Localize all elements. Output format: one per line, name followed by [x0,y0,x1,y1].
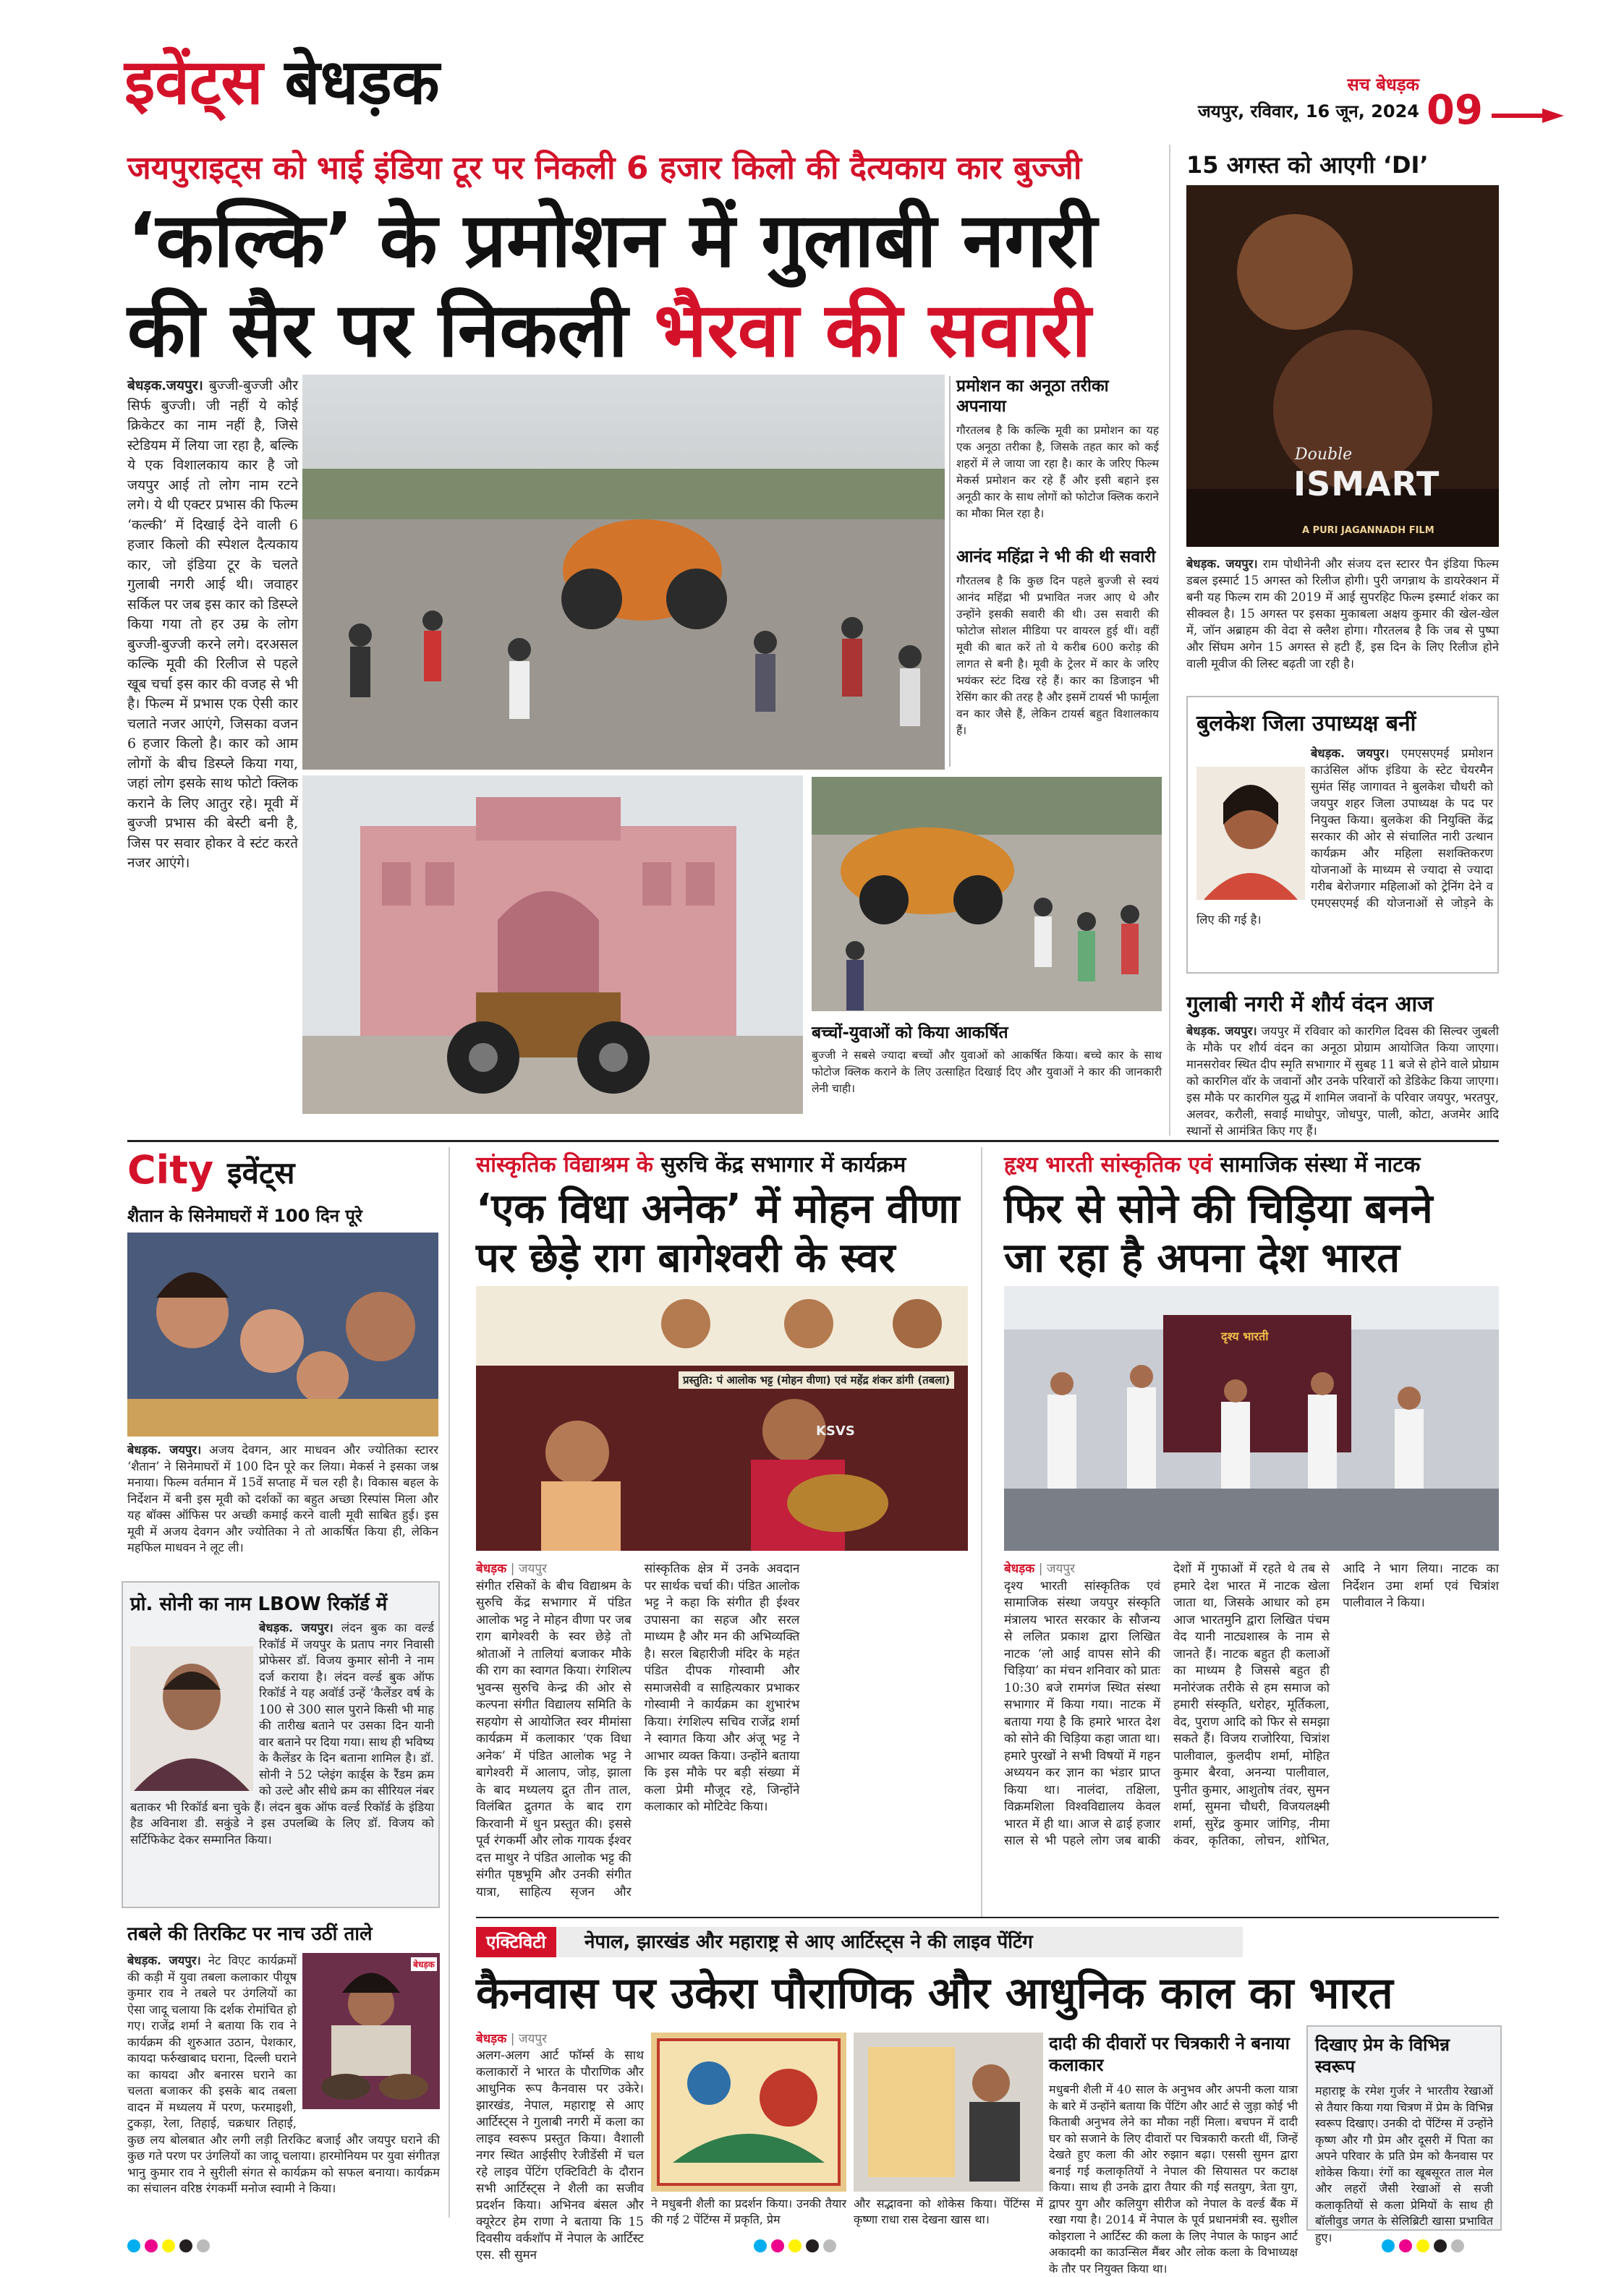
dadi-heading: दादी की दीवारों पर चित्रकारी ने बनाया कलाकार [1049,2033,1290,2075]
activity-badge: एक्टिविटी [476,1927,556,1957]
lead-headline-line2 [127,285,1155,375]
natak-headline [1004,1185,1433,1283]
grey-dot-icon [197,2239,210,2252]
lead-body-text: बुज्जी-बुज्जी और सिर्फ बुज्जी। जी नहीं ये कोई क्रिकेटर का नाम नहीं है, जिसे स्टेडियम में लिया जा रहा है, बल्कि ये एक विशालकाय कार है जो जयपुर आई तो लोग नाम रटने लगे। ये थी एक्टर प्रभास की फिल्म ‘कल्की’ में दिखाई देने वाली 6 हजार किलो की स्पेशल दैत्यकाय कार, जो इंडिया टूर के चलते गुलाबी नगरी आई थी। जवाहर सर्किल पर जब इस कार को डिस्प्ले किया गया तो हर उम्र के लोग बुज्जी-बुज्जी करने लगे। दरअसल कल्कि मूवी की रिलीज से पहले खूब चर्चा इस कार की वजह से भी है। फिल्म में प्रभास एक ऐसी कार चलाते नजर आएंगे, जिसका वजन 6 हजार किलो है। कार को आम लोगों के बीच डिस्प्ले किया गया, जहां लोग इसके साथ फोटो क्लिक कराने के लिए आतुर रहे। मूवी में बुज्जी प्रभास की बेस्टी बनी है, जिस पर सवार होकर वे स्टंट करते नजर आएंगे। [127,378,298,871]
natak-headline-line2: जा रहा है अपना देश भारत [1004,1235,1400,1282]
canvas-kicker-bar [476,1927,1243,1957]
poster-title: ISMART [1293,464,1440,503]
photo-crowd-with-car [302,375,945,770]
photo-palace-with-car [302,775,803,1114]
city-logo-events: इवेंट्स [226,1155,295,1191]
soni-body [130,1620,434,1904]
natak-kicker-black: सामाजिक संस्था में नाटक [1212,1152,1421,1178]
movie-poster-double-ismart [1186,185,1499,547]
natak-body-text: दृश्य भारती सांस्कृतिक एवं सामाजिक संस्था जयपुर संस्कृति मंत्रालय भारत सरकार के सौजन्य से ललित प्रकाश द्वारा लिखित नाटक ‘लो आई वापस सोने की चिड़िया’ का मंचन शनिवार को प्रातः 10:30 बजे रामगंज स्थित संस्था सभागार में किया गया। नाटक में बताया गया है कि हमारे भारत देश को सोने की चिड़िया कहा जाता था। हमारे पुरखों ने सभी विषयों में गहन अध्ययन कर ज्ञान का भंडार प्राप्त किया था। नालंदा, तक्षिला, विक्रमशिला विश्वविद्यालय केवल भारत में ही था। आज से ढाई हजार साल से भी पहले लोग जब बाकी देशों में गुफाओं में रहते थे तब से हमारे देश भारत में नाटक खेला जाता था, जिसके आधार को हम आज भारतमुनि द्वारा लिखित पंचम वेद यानी नाट्यशास्त्र के नाम से जानते हैं। नाटक बहुत ही कलाओं का माध्यम है जिससे बहुत ही मनोरंजक तरीके से हम समाज को हमारी संस्कृति, धरोहर, मूर्तिकला, वेद, पुराण आदि को फिर से समझा सकते हैं। विजय राजोरिया, चित्रांश पालीवाल, कुलदीप शर्मा, मोहित कुमार बैरवा, अनन्या पालीवाल, पुनीत कुमार, आशुतोष तंवर, सुमन शर्मा, सुमना चौधरी, विजयलक्ष्मी शर्मा, सुरेंद्र कुमार जांगिड़, नीमा कंवर, कृतिका, लोचन, शोभित, आदि ने भाग लिया। नाटक का निर्देशन उमा शर्मा एवं चित्रांश पालीवाल ने किया। [1004,1562,1499,1848]
lead-kicker: जयपुराइट्स को भाई इंडिया टूर पर निकली 6 हजार किलो की दैत्यकाय कार बुज्जी [127,150,1082,187]
mohan-dateline-black: | जयपुर [506,1562,547,1576]
shaitan-heading: शैतान के सिनेमाघरों में 100 दिन पूरे [127,1206,362,1226]
side2-heading: आनंद महिंद्रा ने भी की थी सवारी [956,548,1156,566]
city-logo [127,1147,295,1193]
magenta-dot-icon [1399,2239,1412,2252]
di-heading: 15 अगस्त को आएगी ‘DI’ [1186,151,1429,179]
black-dot-icon [1434,2239,1447,2252]
soni-dateline: बेधड़क. जयपुर। [259,1621,333,1635]
prem-body: महाराष्ट्र के रमेश गुर्जर ने भारतीय रेखाओं से तैयार किया गया चित्रण में प्रेम के विभिन्न स्वरूप दिखाए। उनकी दो पेंटिंग्स में उन्होंने कृष्ण और गौ प्रेम और दूसरी में पिता का अपने परिवार के प्रति प्रेम को कैनवास पर शोकेस किया। रंगों का खूबसूरत ताल मेल और लहरों जैसी रेखाओं से सजी कलाकृतियों से कला प्रेमियों के साथ ही बॉलीवुड जगत के सेलिब्रिटी खासा प्रभावित हुए। [1315,2084,1493,2244]
brand-small: सच बेधड़क [1347,75,1419,95]
photo-mohan-veena-concert [476,1286,968,1551]
bulkesh-box [1186,696,1499,974]
soni-body-text: लंदन बुक का वर्ल्ड रिकॉर्ड में जयपुर के प्रताप नगर निवासी प्रोफेसर डॉ. विजय कुमार सोनी ने नाम दर्ज कराया है। लंदन वर्ल्ड बुक ऑफ रिकॉर्ड ने यह अवॉर्ड उन्हें ‘कैलेंडर वर्ष के 100 से 300 साल पुराने किसी भी माह की तारीख बताने पर उसका दिन यानी वार बताने पर दिया गया। साथ ही भविष्य के कैलेंडर के दिन बताना शामिल है। डॉ. सोनी ने 52 प्लेइंग कार्ड्स के रैंडम क्रम को उल्टे और सीधे क्रम का सीरियल नंबर बताकर भी रिकॉर्ड बना चुके हैं। लंदन बुक ऑफ वर्ल्ड रिकॉर्ड के इंडिया हैड अविनाश डी. सकुंडे ने इस उपलब्धि के लिए डॉ. विजय को सर्टिफिकेट देकर सम्मानित किया। [130,1621,434,1847]
city-logo-city: City [127,1147,214,1193]
black-dot-icon [179,2239,192,2252]
tabla-body-text: नेट विएट कार्यक्रमों की कड़ी में युवा तबला कलाकार पीयूष कुमार राव ने तबले पर उंगलियों का ऐसा जादू चलाया कि दर्शक रोमांचित हो गए। राजेंद्र शर्मा ने बताया कि राव ने कार्यक्रम की शुरुआत उठान, पेशकार, कायदा फर्रुखाबाद घराना, दिल्ली घराने का कायदा और बनारस घराने का चलता बजाकर की इसके बाद तबला वादन में मध्यलय में परण, फरमाइशी, टुकड़ा, रेला, तिहाई, चक्रधार तिहाई, कुछ लय बोलबात और लगी लड़ी तिरकिट बजाई और जयपुर घराने की कुछ गते परण पर उंगलियों का जादू चलाया। हारमोनियम पर युवा संगीतज्ञ भानु कुमार राव ने सुरीली संगत से कार्यक्रम को सफल बनाया। कार्यक्रम का संचालन वरिष्ठ रंगकर्मी मनोज स्वामी ने किया। [127,1954,440,2195]
lead-headline-line1: ‘कल्कि’ के प्रमोशन में गुलाबी नगरी [127,196,1097,284]
bulkesh-dateline: बेधड़क. जयपुर। [1311,746,1390,760]
mohan-headline-line1: ‘एक विधा अनेक’ में मोहन वीणा [476,1186,960,1233]
section-title-black: बेधड़क [284,46,440,119]
shaitan-body [127,1442,438,1574]
poster-credit: A PURI JAGANNADH FILM [1302,525,1434,536]
registration-dots-right [1382,2239,1464,2252]
yellow-dot-icon [1416,2239,1429,2252]
poster-script: Double [1295,446,1353,464]
caption-heading: बच्चों-युवाओं को किया आकर्षित [812,1023,1008,1042]
canvas-body-text: अलग-अलग आर्ट फॉर्म्स के साथ कलाकारों ने भारत के पौराणिक और आधुनिक रूप कैनवास पर उकेरे। झारखंड, नेपाल, महाराष्ट्र से आए आर्टिस्ट्स ने गुलाबी नगरी में कला का लाइव स्वरूप प्रस्तुत किया। वैशाली नगर स्थित आईसीए रेजीडेंसी में चल रहे लाइव पेंटिंग एक्टिविटी के दौरान सभी आर्टिस्ट्स ने शैली का सजीव प्रदर्शन किया। अभिनव बंसल और क्यूरेटर हेम राणा ने बताया कि 15 दिवसीय वर्कशॉप में नेपाल के आर्टिस्ट एस. सी सुमन [476,2048,644,2263]
cyan-dot-icon [127,2239,140,2252]
canvas-caption-2: और सद्भावना को शोकेस किया। पेंटिंग्स में कृष्णा राधा रास देखना खास था। [854,2197,1043,2226]
mohan-dateline-red: बेधड़क [476,1562,507,1576]
page-number: 09 [1427,87,1483,134]
tabla-body [127,1953,440,2213]
canvas-dateline-red: बेधड़क [476,2032,507,2046]
soni-box [122,1581,440,1908]
shaitan-body-text: अजय देवगन, आर माधवन और ज्योतिका स्टारर ‘शैतान’ ने सिनेमाघरों में 100 दिन पूरे कर लिया। मेकर्स ने इसका जश्न मनाया। फिल्म वर्तमान में 15वें सप्ताह में चल रही है। विकास बहल के निर्देशन में बनी इस मूवी को दर्शकों का बहुत अच्छा रिस्पांस मिला और यह बॉक्स ऑफिस पर अच्छी कमाई करने वाली मूवी साबित हुई। इस मूवी में अजय देवगन और ज्योतिका ने तो आकर्षित किया ही, लेकिन महफिल माधवन ने लूट ली। [127,1443,439,1554]
cyan-dot-icon [754,2239,767,2252]
shaitan-dateline: बेधड़क. जयपुर। [127,1443,202,1457]
prem-heading: दिखाए प्रेम के विभिन्न स्वरूप [1315,2035,1450,2077]
magenta-dot-icon [145,2239,158,2252]
bulkesh-body-text: एमएसएमई प्रमोशन काउंसिल ऑफ इंडिया के स्टेट चेयरमैन सुमंत सिंह जागावत ने बुलकेश चौधरी को जयपुर शहर जिला उपाध्यक्ष के पद पर नियुक्त किया। बुलकेश की नियुक्ति केंद्र सरकार की ओर से संचालित नारी उत्थान कार्यक्रम और महिला सशक्तिकरण योजनाओं के माध्यम से ज्यादा से ज्यादा गरीब बेरोजगार महिलाओं को ट्रेनिंग देने व एमएसएमई की योजनाओं से जोड़ने के लिए की गई है। [1196,746,1493,927]
natak-kicker [1004,1149,1420,1178]
soni-heading: प्रो. सोनी का नाम LBOW रिकॉर्ड में [130,1593,388,1615]
dadi-body: मधुबनी शैली में 40 साल के अनुभव और अपनी कला यात्रा के बारे में उन्होंने बताया कि पेंटिंग और आर्ट से जुड़ा कोई भी किताबी अनुभव लेने का मौका नहीं मिला। बचपन में दादी घर को सजाने के लिए दीवारों पर चित्रकारी करती थीं, जिन्हें देखते हुए कला की ओर रुझान बढ़ा। एससी सुमन द्वारा बनाई गई कलाकृतियों ने नेपाल की सियासत पर कटाक्ष किया। साथ ही उनके द्वारा तैयार की गई सतयुग, त्रेता युग, द्वापर युग और कलियुग सीरीज को नेपाल के वर्ल्ड बैंक में रखा गया है। 2014 में नेपाल के पूर्व प्रधानमंत्री स्व. सुशील कोइराला ने आर्टिस्ट की कला के लिए नेपाल के फाइन आर्ट अकादमी का काउन्सिल मैंबर और लोक कला के विभाध्यक्ष के तौर पर नियुक्त किया था। [1049,2082,1298,2276]
dateline: जयपुर, रविवार, 16 जून, 2024 [1197,101,1419,122]
masthead [124,46,1499,134]
dadi-block [1049,2033,1298,2276]
prem-box [1306,2025,1502,2244]
shaurya-body-text: जयपुर में रविवार को कारगिल दिवस की सिल्वर जुबली के मौके पर शौर्य वंदन का अनूठा प्रोग्राम आयोजित किया जाएगा। मानसरोवर स्थित दीप स्मृति सभागार में सुबह 11 बजे से होने वाले प्रोग्राम को कारगिल वॉर के जवानों और उनके परिवारों को डेडिकेट किया जाएगा। इस मौके पर कारगिल युद्ध में शामिल जवानों के परिवार जयपुर, भरतपुर, अलवर, करौली, सवाई माधोपुर, जोधपुर, पाली, कोटा, अजमेर आदि स्थानों से आमंत्रित किए गए हैं। [1186,1024,1499,1138]
lead-headline-red: भैरवा की सवारी [654,286,1092,374]
tabla-heading: तबले की तिरकिट पर नाच उठीं ताले [127,1923,373,1945]
mohan-banner-text: प्रस्तुति: पं आलोक भट्ट (मोहन वीणा) एवं महेंद्र शंकर डांगी (तबला) [679,1371,954,1389]
photo-madhubani-painting [651,2033,846,2192]
photo-natak-stage [1004,1286,1499,1551]
photo-caption [812,1020,1162,1097]
side1-body: गौरतलब है कि कल्कि मूवी का प्रमोशन का यह एक अनूठा तरीका है, जिसके तहत कार को कई शहरों में ले जाया जा रहा है। कार के जरिए फिल्म मेकर्स प्रमोशन कर रहे हैं और इसी बहाने इस अनूठी कार के साथ लोगों को फोटोज क्लिक कराने का मौका मिल रहा है। [956,424,1159,520]
mohan-stage-logo: KSVS [816,1423,855,1439]
mohan-body [476,1561,968,1915]
shaurya-body [1186,1023,1499,1138]
magenta-dot-icon [771,2239,784,2252]
side2-body: गौरतलब है कि कुछ दिन पहले बुज्जी से स्वयं आनंद महिंद्रा भी प्रभावित नजर आए थे और उन्होंने इसकी सवारी की थी। उस सवारी की फोटोज सोशल मीडिया पर वायरल हुई थीं। वहीं मूवी की बात करें तो ये करीब 600 करोड़ की लागत से बनी है। मूवी के ट्रेलर में कार के जरिए भयंकर स्टंट दिख रहे हैं। कार का डिजाइन भी रेसिंग कार की तरह है और इसमें टायर्स भी फार्मूला वन कार जैसे हैं, लेकिन टायर्स बहुत विशालकाय हैं। [956,574,1159,737]
canvas-body [476,2031,644,2263]
lead-body [127,376,298,1114]
photo-car-closeup-crowd [812,777,1162,1011]
canvas-caption-1: ने मधुबनी शैली का प्रदर्शन किया। उनकी तैयार की गई 2 पेंटिंग्स में प्रकृति, प्रेम [651,2197,846,2226]
photo-shaitan-cast [127,1233,438,1437]
lead-sidebar [956,376,1159,777]
mohan-headline [476,1185,959,1283]
di-body-text: राम पोथीनेनी और संजय दत्त स्टारर पैन इंडिया फिल्म डबल इस्मार्ट 15 अगस्त को रिलीज होगी। पुरी जगन्नाथ के डायरेक्शन में बनी यह फिल्म राम की 2019 में आई सुपरहिट फिल्म इस्मार्ट शंकर का सीक्वल है। 15 अगस्त पर इसका मुकाबला अक्षय कुमार की खेल-खेल में, जॉन अब्राहम की वेदा से क्लैश होगा। गौरतलब है कि जब से पुष्पा और सिंघम अगेन 15 अगस्त से हटी हैं, इस दिन के लिए रिलीज होने वाली मूवीज की लिस्ट बढ़ती जा रही है। [1186,557,1499,671]
natak-dateline-black: | जयपुर [1034,1562,1075,1576]
dateline-block [1159,72,1419,123]
canvas-kicker: नेपाल, झारखंड और महाराष्ट्र से आए आर्टिस्ट्स ने की लाइव पेंटिंग [584,1931,1033,1953]
bulkesh-body [1196,745,1493,969]
lead-headline [127,195,1155,375]
natak-banner-text: दृश्य भारती [1221,1329,1269,1343]
photo-artist-painting [854,2033,1043,2192]
caption-body: बुज्जी ने सबसे ज्यादा बच्चों और युवाओं को आकर्षित किया। बच्चे कार के साथ फोटोज क्लिक कराने के लिए उत्साहित दिखाई दिए और युवाओं ने कार की जानकारी लेनी चाही। [812,1049,1162,1095]
bulkesh-heading: बुलकेश जिला उपाध्यक्ष बनीं [1196,711,1416,736]
natak-dateline-red: बेधड़क [1004,1562,1035,1576]
lead-body-dateline: बेधड़क.जयपुर। [127,378,203,393]
yellow-dot-icon [162,2239,175,2252]
shaurya-dateline: बेधड़क. जयपुर। [1186,1024,1257,1038]
canvas-dateline-black: | जयपुर [506,2032,547,2046]
canvas-headline: कैनवास पर उकेरा पौराणिक और आधुनिक काल का भारत [476,1968,1393,2019]
mohan-kicker-black: सुरुचि केंद्र सभागार में कार्यक्रम [652,1152,906,1178]
natak-body [1004,1561,1499,1865]
registration-dots-left [127,2239,210,2252]
section-title [124,46,440,119]
black-dot-icon [806,2239,819,2252]
di-dateline: बेधड़क. जयपुर। [1186,557,1258,571]
section-title-red: इवेंट्स [124,46,263,119]
natak-headline-line1: फिर से सोने की चिड़िया बनने [1004,1186,1433,1233]
tabla-badge: बेधड़क [411,1957,437,1971]
natak-kicker-red: हृश्य भारती सांस्कृतिक एवं [1004,1152,1212,1178]
yellow-dot-icon [788,2239,802,2252]
cyan-dot-icon [1382,2239,1395,2252]
mohan-kicker-red: सांस्कृतिक विद्याश्रम के [476,1152,653,1178]
lead-headline-black: की सैर पर निकली [127,286,655,374]
grey-dot-icon [1451,2239,1464,2252]
side1-heading: प्रमोशन का अनूठा तरीका अपनाया [956,377,1109,416]
mohan-body-text: संगीत रसिकों के बीच विद्याश्रम के सुरुचि केंद्र सभागार में पंडित आलोक भट्ट ने मोहन वीणा पर जब राग बागेश्वरी के स्वर छेड़े तो श्रोताओं ने तालियां बजाकर मौके की राग का स्वागत किया। रंगशिल्प भुवन्स सुरुचि केन्द्र की ओर से कल्पना संगीत विद्यालय समिति के सहयोग से आयोजित स्वर मीमांसा कार्यक्रम में कलाकार ‘एक विधा अनेक’ में पंडित आलोक भट्ट ने बागेश्वरी में आलाप, जोड़, झाला के बाद मध्यलय द्रुत तीन ताल, विलंबित द्रुतगत के बाद राग किरवानी में धुन प्रस्तुत की। इससे पूर्व रंगकर्मी और लोक गायक ईश्वर दत्त माथुर ने पंडित आलोक भट्ट की संगीत पृष्ठभूमि और उनकी संगीत यात्रा, साहित्य सृजन और सांस्कृतिक क्षेत्र में उनके अवदान पर सार्थक चर्चा की। पंडित आलोक भट्ट ने कहा कि संगीत ही ईश्वर उपासना का सहज और सरल माध्यम है और मन की अभिव्यक्ति है। सरल बिहारीजी मंदिर के महंत पंडित दीपक गोस्वामी और समाजसेवी व साहित्यकार प्रभाकर गोस्वामी ने कार्यक्रम का शुभारंभ किया। रंगशिल्प सचिव राजेंद्र शर्मा ने स्वागत किया और अंजू भट्ट ने आभार व्यक्त किया। उन्होंने बताया कि इस मौके पर बड़ी संख्या में कला प्रेमी मौजूद रहे, जिन्होंने कलाकार को मोटिवेट किया। [476,1562,800,1899]
shaurya-heading: गुलाबी नगरी में शौर्य वंदन आज [1186,992,1434,1017]
registration-dots-center [754,2239,836,2252]
mohan-headline-line2: पर छेड़े राग बागेश्वरी के स्वर [476,1235,896,1282]
mohan-kicker [476,1149,906,1178]
grey-dot-icon [823,2239,836,2252]
tabla-dateline: बेधड़क. जयपुर। [127,1954,201,1967]
pen-nib-icon [1492,107,1564,124]
